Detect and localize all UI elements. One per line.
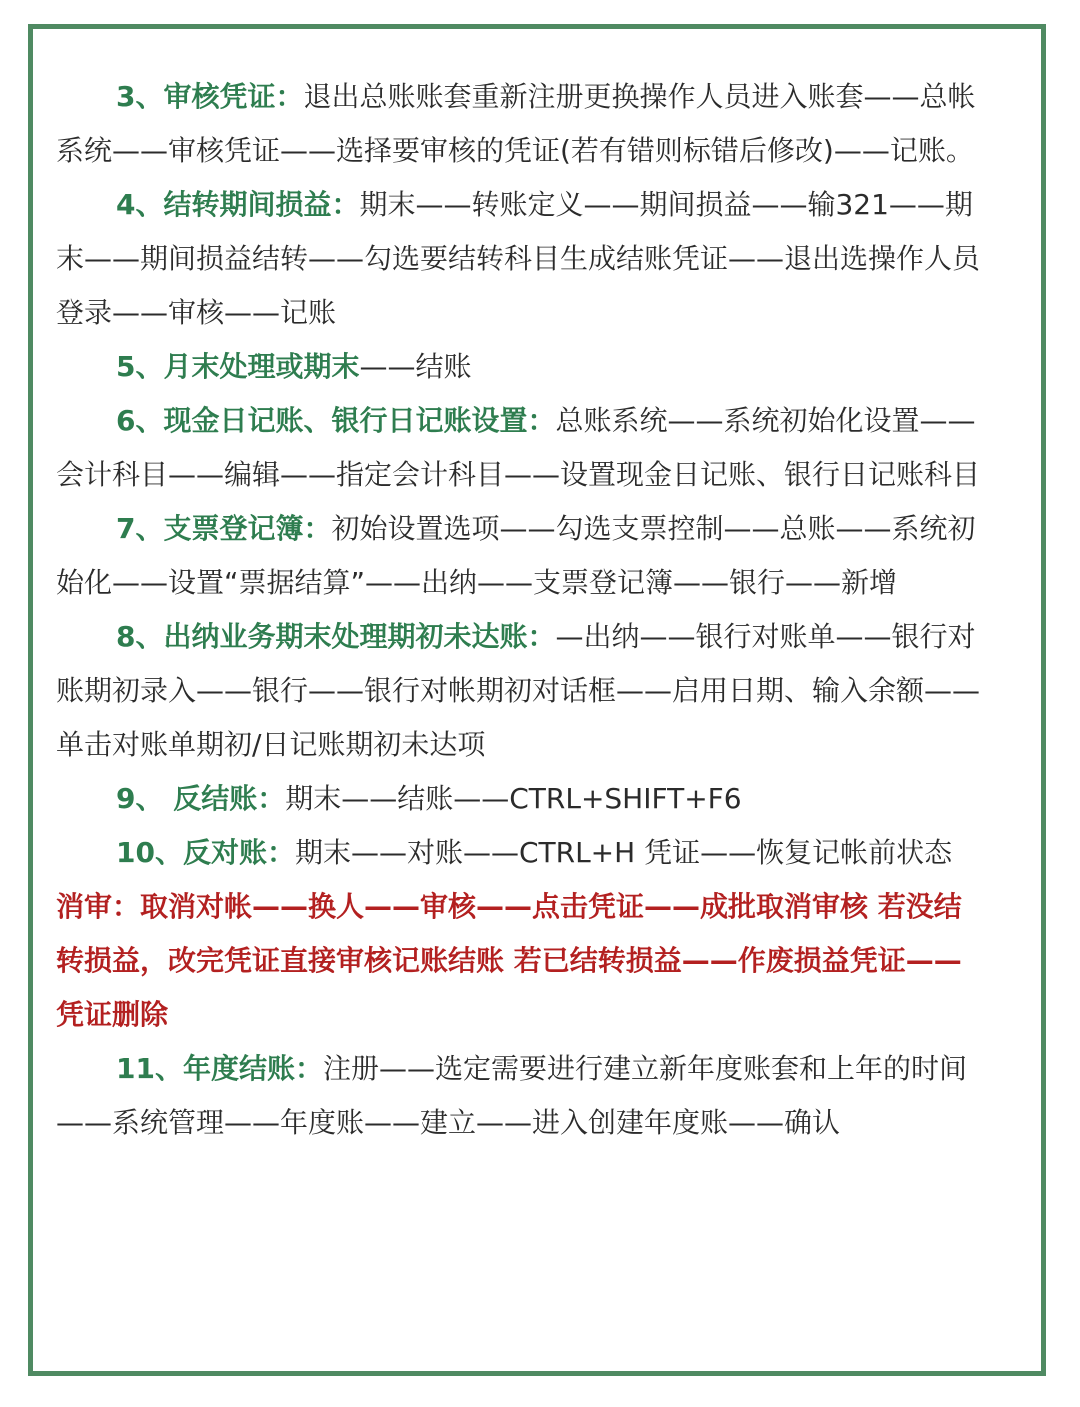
- step-8: [56, 610, 986, 772]
- step-9: [56, 772, 986, 826]
- step-10: [56, 826, 986, 1042]
- step-heading: 5、月末处理或期末: [116, 350, 360, 383]
- step-text: 退出总账账套重新注册更换操作人员进入账套——总帐系统——审核凭证——选择要审核的凭证(若有错则标错后修改)——记账。: [56, 80, 976, 167]
- step-text: ——结账: [359, 350, 472, 383]
- step-3: [56, 70, 986, 178]
- step-text: 初始设置选项——勾选支票控制——总账——系统初始化——设置“票据结算”——出纳——支票登记簿——银行——新增: [56, 512, 976, 599]
- step-text: 期末——对账——CTRL+H 凭证——恢复记帐前状态: [294, 836, 953, 869]
- document-body: [56, 70, 986, 1150]
- step-heading: 4、结转期间损益：: [116, 188, 360, 221]
- step-warning-text: 消审：取消对帐——换人——审核——点击凭证——成批取消审核 若没结转损益，改完凭证直接审核记账结账 若已结转损益——作废损益凭证——凭证删除: [56, 890, 962, 1031]
- step-heading: 7、支票登记簿：: [116, 512, 332, 545]
- step-text: 注册——选定需要进行建立新年度账套和上年的时间——系统管理——年度账——建立——进入创建年度账——确认: [56, 1052, 967, 1139]
- step-6: [56, 394, 986, 502]
- step-7: [56, 502, 986, 610]
- step-11: [56, 1042, 986, 1150]
- step-heading: 10、反对账：: [116, 836, 295, 869]
- step-heading: 3、审核凭证：: [116, 80, 304, 113]
- step-heading: 9、 反结账：: [116, 782, 286, 815]
- step-4: [56, 178, 986, 340]
- step-text: 总账系统——系统初始化设置——会计科目——编辑——指定会计科目——设置现金日记账、银行日记账科目: [56, 404, 981, 491]
- step-text: 期末——转账定义——期间损益——输321——期末——期间损益结转——勾选要结转科目生成结账凭证——退出选操作人员登录——审核——记账: [56, 188, 981, 329]
- step-heading: 11、年度结账：: [116, 1052, 323, 1085]
- step-heading: 8、出纳业务期末处理期初未达账：: [116, 620, 556, 653]
- step-text: 期末——结账——CTRL+SHIFT+F6: [285, 782, 742, 815]
- step-heading: 6、现金日记账、银行日记账设置：: [116, 404, 556, 437]
- step-text: —出纳——银行对账单——银行对账期初录入——银行——银行对帐期初对话框——启用日期、输入余额——单击对账单期初/日记账期初未达项: [56, 620, 981, 761]
- step-5: [56, 340, 986, 394]
